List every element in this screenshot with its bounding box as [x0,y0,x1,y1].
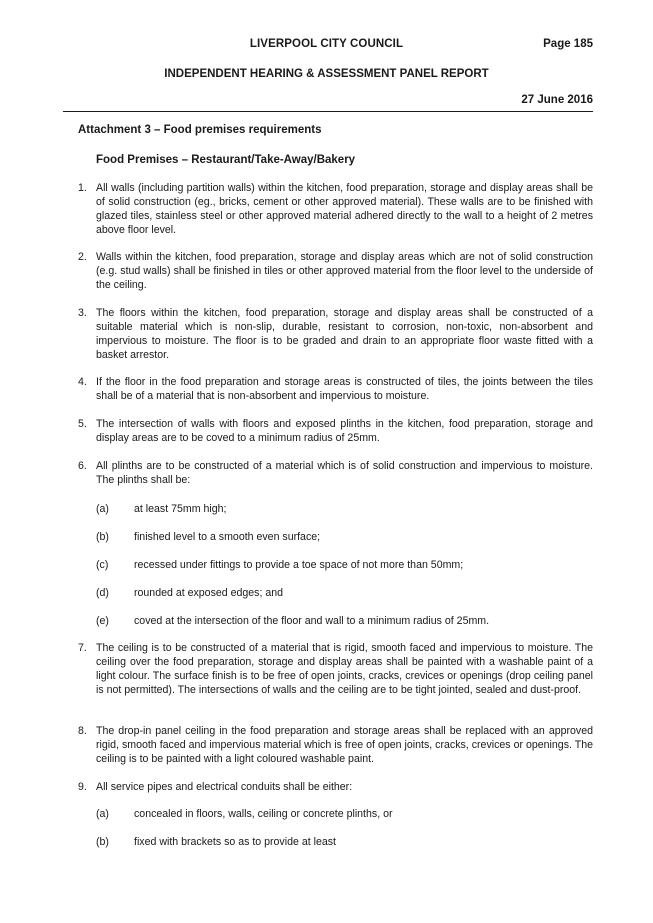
item-text: All walls (including partition walls) within the kitchen, food preparation, storage and display areas shall be of solid construction (eg., bricks, cement or other approved material). These walls are to be finished with glazed tiles, stainless steel or other approved material adhered directly to the wall to a height of 2 metres above floor level. [96,182,593,236]
item-number: 1. [78,182,87,194]
header-divider [63,111,593,112]
report-title: INDEPENDENT HEARING & ASSESSMENT PANEL REPORT [164,68,489,80]
page-number: Page 185 [543,38,593,50]
sub-item-label: (a) [96,503,109,515]
sub-item-label: (b) [96,531,109,543]
sub-item-text: coved at the intersection of the floor and wall to a minimum radius of 25mm. [134,615,490,627]
item-text: All service pipes and electrical conduits shall be either: [96,781,353,793]
item-text: The drop-in panel ceiling in the food preparation and storage areas shall be replaced with an approved rigid, smooth faced and impervious material which is free of open joints, cracks, crevices or openings. The ceiling is to be painted with a light coloured washable paint. [96,725,593,765]
item-number: 6. [78,460,87,472]
sub-item-label: (c) [96,559,109,571]
item-number: 5. [78,418,87,430]
sub-item-label: (b) [96,836,109,848]
item-number: 7. [78,642,87,654]
item-number: 2. [78,251,87,263]
item-number: 3. [78,307,87,319]
sub-item-label: (e) [96,615,109,627]
item-text: The floors within the kitchen, food preparation, storage and display areas shall be constructed of a suitable material which is non-slip, durable, resistant to corrosion, non-toxic, non-absorbent and impervious to moisture. The floor is to be graded and drain to an appropriate floor waste fitted with a basket arrestor. [96,307,593,361]
item-number: 9. [78,781,87,793]
sub-item-text: recessed under fittings to provide a toe space of not more than 50mm; [134,559,464,571]
item-text: All plinths are to be constructed of a material which is of solid construction and impervious to moisture. The plinths shall be: [96,460,593,486]
sub-item-text: fixed with brackets so as to provide at least [134,836,336,848]
sub-item-label: (d) [96,587,109,599]
sub-item-text: at least 75mm high; [134,503,227,515]
sub-item-text: rounded at exposed edges; and [134,587,284,599]
sub-item-text: finished level to a smooth even surface; [134,531,321,543]
item-text: The intersection of walls with floors and exposed plinths in the kitchen, food preparation, storage and display areas are to be coved to a minimum radius of 25mm. [96,418,593,444]
item-number: 8. [78,725,87,737]
sub-item-text: concealed in floors, walls, ceiling or concrete plinths, or [134,808,393,820]
item-number: 4. [78,376,87,388]
item-text: The ceiling is to be constructed of a material that is rigid, smooth faced and impervious to moisture. The ceiling over the food preparation, storage and display areas shall be painted with a washable paint of a light colour. The surface finish is to be free of open joints, cracks, crevices or openings (drop ceiling panel is not permitted). The intersections of walls and the ceiling are to be tight jointed, sealed and dust-proof. [96,642,593,696]
item-text: If the floor in the food preparation and storage areas is constructed of tiles, the joints between the tiles shall be of a material that is non-absorbent and impervious to moisture. [96,376,593,402]
attachment-title: Attachment 3 – Food premises requirements [78,124,322,136]
report-date: 27 June 2016 [521,94,593,106]
sub-item-label: (a) [96,808,109,820]
council-name: LIVERPOOL CITY COUNCIL [249,38,404,50]
item-text: Walls within the kitchen, food preparation, storage and display areas which are not of solid construction (e.g. stud walls) shall be finished in tiles or other approved material from the floor level to the underside of the ceiling. [96,251,593,291]
section-title: Food Premises – Restaurant/Take-Away/Bakery [96,154,356,166]
